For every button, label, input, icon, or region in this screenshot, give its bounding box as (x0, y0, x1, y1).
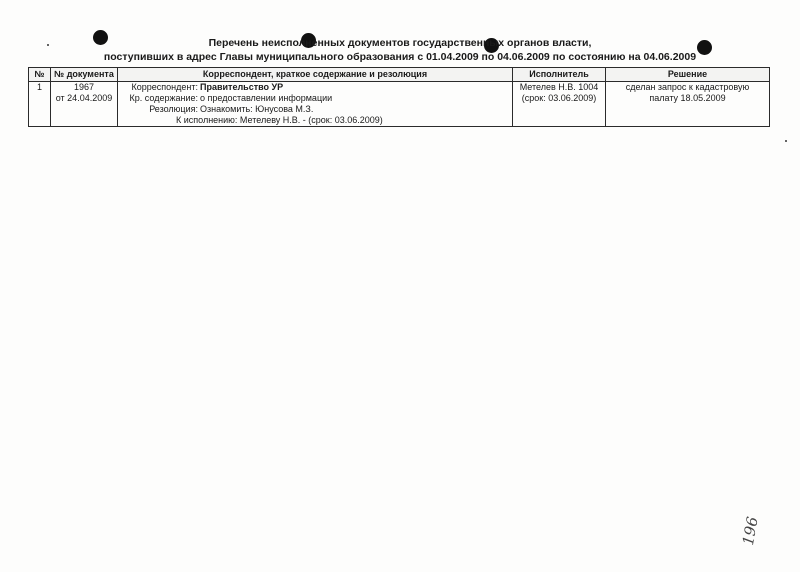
header-doc-number: № документа (51, 68, 118, 82)
row-num: 1 (29, 82, 51, 127)
summary-label: Кр. содержание: (129, 93, 198, 103)
header-correspondent: Корреспондент, краткое содержание и резолюция (118, 68, 513, 82)
resolution-value: Ознакомить: Юнусова М.З. (200, 104, 314, 114)
title-line-1: Перечень неисполненных документов государственных органов власти, (208, 37, 592, 49)
executor-deadline: (срок: 03.06.2009) (521, 93, 597, 103)
row-decision-cell (606, 82, 770, 127)
header-decision: Решение (606, 68, 770, 82)
resolution-label: Резолюция: (149, 104, 198, 114)
doc-date: от 24.04.2009 (55, 93, 113, 103)
summary-value: о предоставлении информации (200, 93, 333, 103)
documents-table (28, 67, 770, 127)
title-line-2: поступивших в адрес Главы муниципального образования с 01.04.2009 по 04.06.2009 по состоянию на 04.06.2009 (103, 51, 697, 63)
table-header-row (29, 68, 770, 82)
execution-line: К исполнению: Метелеву Н.В. - (срок: 03.06.2009) (176, 115, 383, 125)
row-doc-cell (51, 82, 118, 127)
doc-number: 1967 (73, 82, 95, 92)
scan-speck (785, 140, 787, 142)
header-executor: Исполнитель (513, 68, 606, 82)
handwritten-page-number: 196 (738, 515, 762, 547)
document-title (20, 36, 780, 64)
correspondent-label: Корреспондент: (131, 82, 198, 92)
decision-line-1: сделан запрос к кадастровую (625, 82, 750, 92)
correspondent-value: Правительство УР (200, 82, 284, 92)
table-row (29, 82, 770, 127)
header-num: № (29, 68, 51, 82)
row-correspondent-cell (118, 82, 513, 127)
executor-name: Метелев Н.В. 1004 (519, 82, 599, 92)
decision-line-2: палату 18.05.2009 (649, 93, 726, 103)
row-executor-cell (513, 82, 606, 127)
